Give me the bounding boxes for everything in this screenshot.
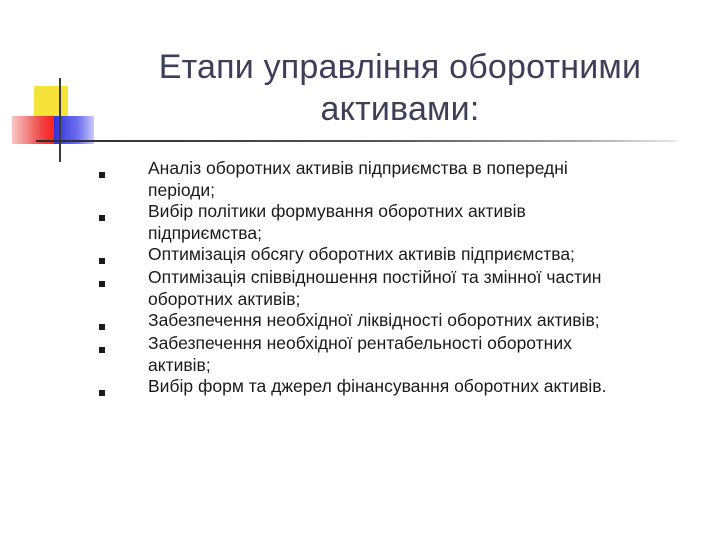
square-bullet-icon — [99, 258, 105, 264]
bullet-text-line: Аналіз оборотних активів підприємства в попередні — [148, 158, 568, 178]
bullet-item — [0, 310, 720, 333]
title-underline-rule — [36, 140, 676, 142]
slide-title-line-2: активами: — [320, 90, 480, 128]
square-bullet-icon — [99, 347, 105, 353]
bullet-text-line: Оптимізація співвідношення постійної та змінної частин — [148, 267, 602, 287]
square-bullet-icon — [99, 324, 105, 330]
square-bullet-icon — [99, 172, 105, 178]
bullet-text-line: підприємства; — [148, 222, 262, 243]
vertical-rule — [59, 78, 61, 162]
bullet-list — [0, 158, 720, 399]
bullet-text-line: періоди; — [148, 179, 216, 200]
square-bullet-icon — [99, 281, 105, 287]
bullet-text — [148, 310, 688, 332]
bullet-item — [0, 201, 720, 244]
yellow-square-decoration — [34, 86, 68, 116]
bullet-text-line: Забезпечення необхідної ліквідності оборотних активів; — [148, 310, 600, 330]
bullet-item — [0, 267, 720, 310]
bullet-text — [148, 244, 688, 266]
square-bullet-icon — [99, 390, 105, 396]
bullet-text-line: Вибір політики формування оборотних активів — [148, 201, 526, 221]
bullet-item — [0, 376, 720, 399]
slide-title-line-1: Етапи управління оборотними — [158, 48, 642, 86]
bullet-text-line: Оптимізація обсягу оборотних активів підприємства; — [148, 244, 575, 264]
bullet-text — [148, 267, 688, 310]
bullet-text — [148, 201, 688, 244]
bullet-text — [148, 158, 688, 201]
bullet-item — [0, 158, 720, 201]
bullet-text — [148, 333, 688, 376]
bullet-item — [0, 333, 720, 376]
bullet-text-line: Вибір форм та джерел фінансування оборотних активів. — [148, 376, 607, 396]
bullet-item — [0, 244, 720, 267]
square-bullet-icon — [99, 215, 105, 221]
bullet-text-line: Забезпечення необхідної рентабельності оборотних — [148, 333, 572, 353]
bullet-text-line: оборотних активів; — [148, 288, 301, 309]
slide-title — [120, 46, 680, 130]
bullet-text — [148, 376, 688, 398]
bullet-text-line: активів; — [148, 354, 211, 375]
